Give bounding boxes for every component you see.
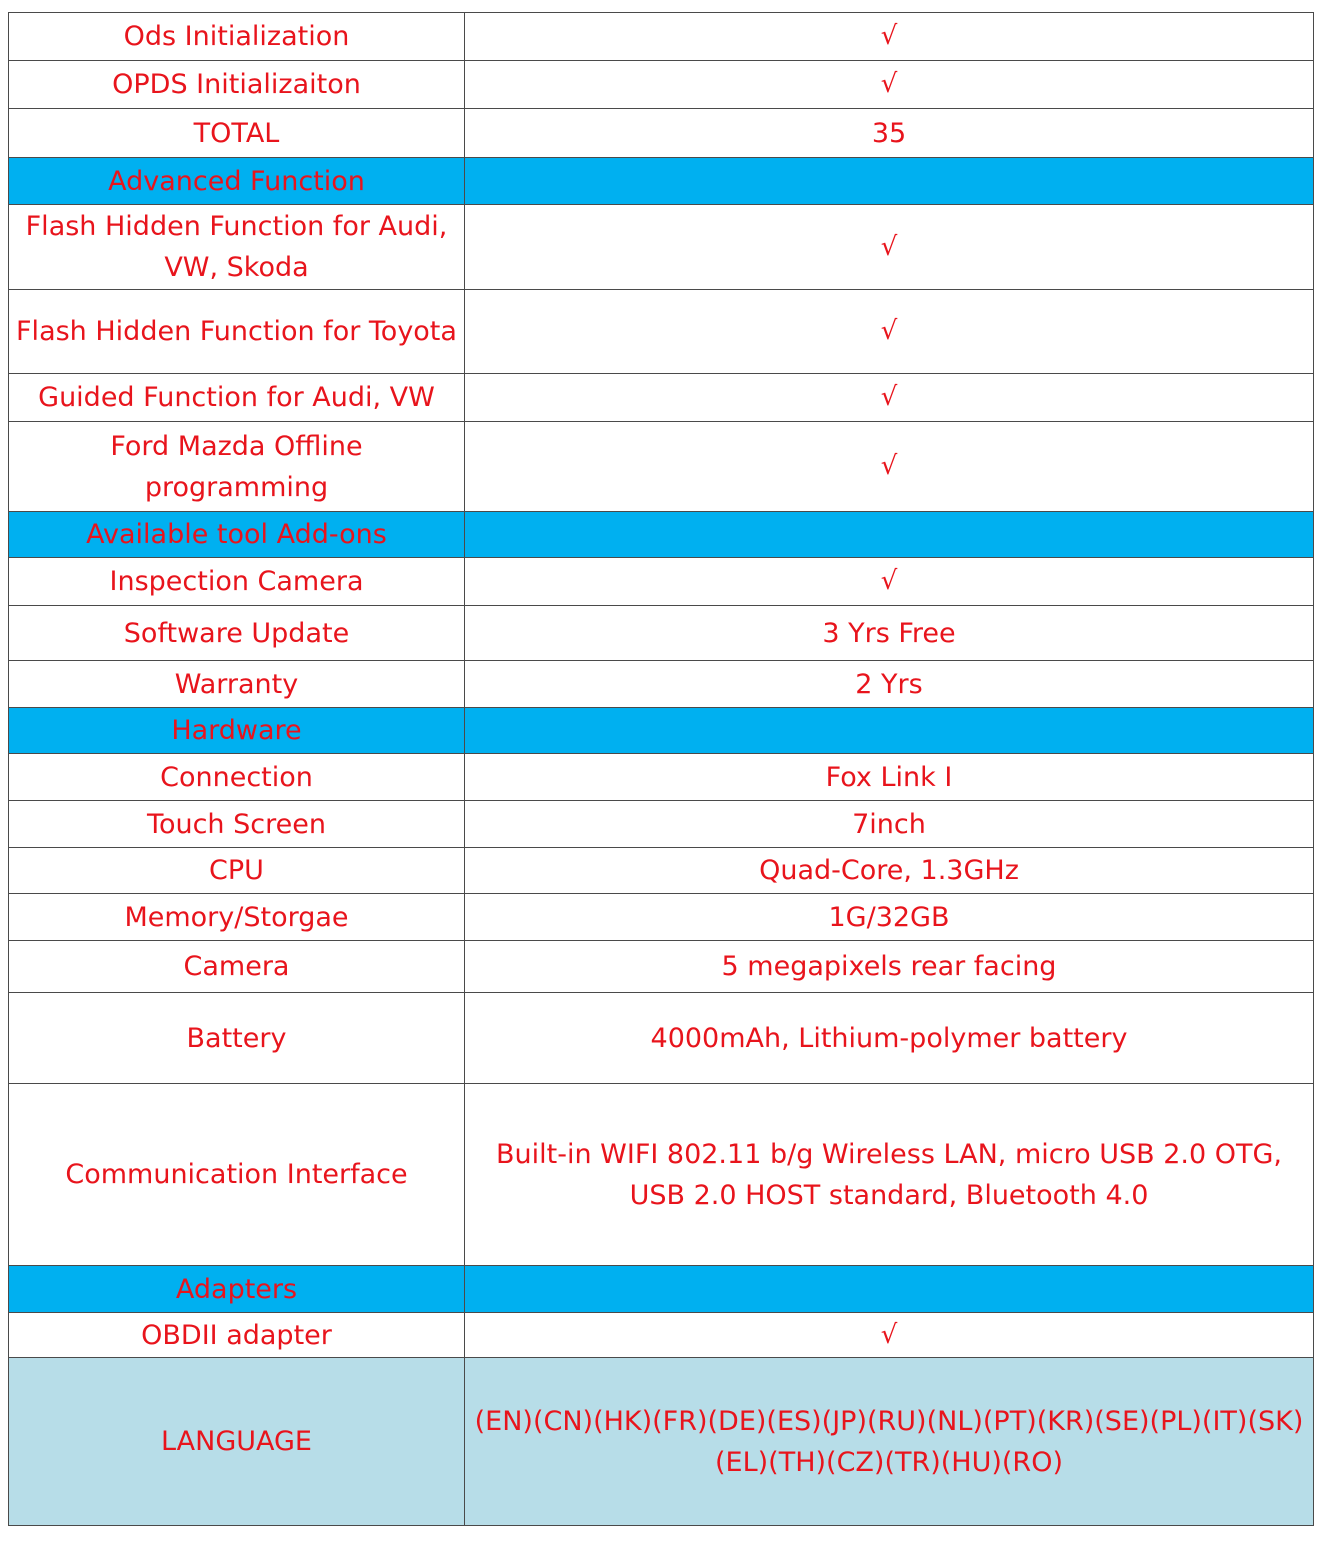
row-value: 3 Yrs Free bbox=[465, 606, 1314, 661]
row-label: Flash Hidden Function for Toyota bbox=[9, 290, 465, 374]
section-title: Hardware bbox=[9, 708, 465, 754]
check-mark: √ bbox=[465, 61, 1314, 109]
row-value bbox=[465, 1266, 1314, 1313]
row-label: Battery bbox=[9, 993, 465, 1084]
row-value: Built-in WIFI 802.11 b/g Wireless LAN, micro USB 2.0 OTG, USB 2.0 HOST standard, Bluetooth 4.0 bbox=[465, 1084, 1314, 1266]
table-row bbox=[9, 290, 1314, 374]
row-value: 35 bbox=[465, 109, 1314, 158]
row-label: LANGUAGE bbox=[9, 1358, 465, 1526]
row-value: Fox Link I bbox=[465, 754, 1314, 801]
row-value bbox=[465, 512, 1314, 558]
table-row bbox=[9, 606, 1314, 661]
row-label: Ods Initialization bbox=[9, 13, 465, 61]
row-label: CPU bbox=[9, 848, 465, 894]
row-label: Warranty bbox=[9, 661, 465, 708]
check-mark: √ bbox=[465, 290, 1314, 374]
check-mark: √ bbox=[465, 422, 1314, 512]
table-row bbox=[9, 754, 1314, 801]
table-row bbox=[9, 1084, 1314, 1266]
section-header-row bbox=[9, 512, 1314, 558]
row-label: Ford Mazda Offline programming bbox=[9, 422, 465, 512]
row-label: TOTAL bbox=[9, 109, 465, 158]
section-title: Advanced Function bbox=[9, 158, 465, 205]
section-title: Available tool Add-ons bbox=[9, 512, 465, 558]
section-header-row bbox=[9, 708, 1314, 754]
row-label: Software Update bbox=[9, 606, 465, 661]
table-row bbox=[9, 374, 1314, 422]
row-label: Communication Interface bbox=[9, 1084, 465, 1266]
row-value: 7inch bbox=[465, 801, 1314, 848]
row-label: Inspection Camera bbox=[9, 558, 465, 606]
table-row bbox=[9, 13, 1314, 61]
row-label: Touch Screen bbox=[9, 801, 465, 848]
check-mark: √ bbox=[465, 205, 1314, 290]
row-value bbox=[465, 158, 1314, 205]
section-header-row bbox=[9, 158, 1314, 205]
spec-table-body bbox=[9, 13, 1314, 1526]
table-row bbox=[9, 422, 1314, 512]
table-row bbox=[9, 848, 1314, 894]
spec-table bbox=[8, 12, 1314, 1526]
table-row bbox=[9, 558, 1314, 606]
row-value: 2 Yrs bbox=[465, 661, 1314, 708]
table-row bbox=[9, 661, 1314, 708]
table-row bbox=[9, 894, 1314, 941]
row-label: Flash Hidden Function for Audi, VW, Skoda bbox=[9, 205, 465, 290]
row-value: 1G/32GB bbox=[465, 894, 1314, 941]
row-label: OPDS Initializaiton bbox=[9, 61, 465, 109]
table-row bbox=[9, 941, 1314, 993]
row-label: Camera bbox=[9, 941, 465, 993]
language-row bbox=[9, 1358, 1314, 1526]
row-value bbox=[465, 708, 1314, 754]
row-value: 5 megapixels rear facing bbox=[465, 941, 1314, 993]
check-mark: √ bbox=[465, 558, 1314, 606]
row-label: Memory/Storgae bbox=[9, 894, 465, 941]
table-row bbox=[9, 1313, 1314, 1358]
row-value: 4000mAh, Lithium-polymer battery bbox=[465, 993, 1314, 1084]
check-mark: √ bbox=[465, 13, 1314, 61]
check-mark: √ bbox=[465, 1313, 1314, 1358]
table-row bbox=[9, 205, 1314, 290]
table-row bbox=[9, 109, 1314, 158]
table-row bbox=[9, 993, 1314, 1084]
table-row bbox=[9, 61, 1314, 109]
section-title: Adapters bbox=[9, 1266, 465, 1313]
row-value: Quad-Core, 1.3GHz bbox=[465, 848, 1314, 894]
row-label: OBDII adapter bbox=[9, 1313, 465, 1358]
table-row bbox=[9, 801, 1314, 848]
row-label: Connection bbox=[9, 754, 465, 801]
section-header-row bbox=[9, 1266, 1314, 1313]
row-label: Guided Function for Audi, VW bbox=[9, 374, 465, 422]
row-value: (EN)(CN)(HK)(FR)(DE)(ES)(JP)(RU)(NL)(PT)(KR)(SE)(PL)(IT)(SK)(EL)(TH)(CZ)(TR)(HU)(RO) bbox=[465, 1358, 1314, 1526]
check-mark: √ bbox=[465, 374, 1314, 422]
